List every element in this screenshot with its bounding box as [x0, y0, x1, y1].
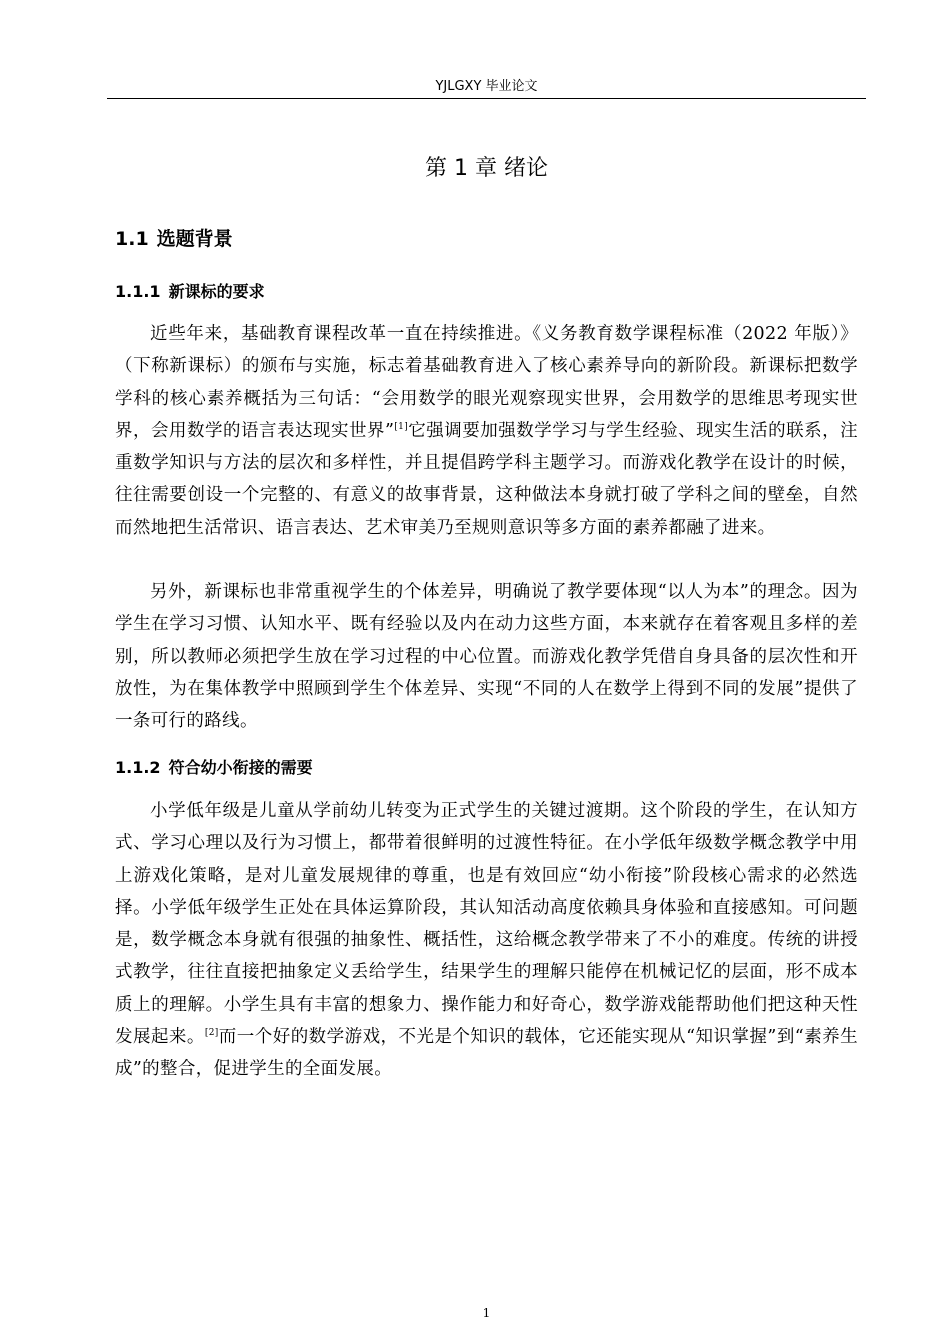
header-divider [107, 98, 866, 99]
section-number: 1.1 [115, 228, 149, 250]
paragraph-text: 近些年来，基础教育课程改革一直在持续推进。《义务教育数学课程标准（2022 年版）》（下称新课标）的颁布与实施，标志着基础教育进入了核心素养导向的新阶段。新课标把数学学科的核心素养概括为三句话：“会用数学的眼光观察现实世界，会用数学的思维思考现实世界，会用数学的语言表达现实世界” [115, 324, 858, 441]
subsection-title: 新课标的要求 [168, 282, 265, 301]
chapter-title: 第 1 章 绪论 [425, 156, 548, 181]
running-header: YJLGXY 毕业论文 [435, 79, 538, 94]
paragraph-text: 而一个好的数学游戏，不光是个知识的载体，它还能实现从“知识掌握”到“素养生成”的整合，促进学生的全面发展。 [115, 1027, 859, 1080]
subsection-number: 1.1.1 [115, 282, 161, 301]
section-heading [115, 225, 233, 253]
subsection-heading-1-1-2 [115, 756, 313, 780]
paragraph-text: 小学低年级是儿童从学前幼儿转变为正式学生的关键过渡期。这个阶段的学生，在认知方式、学习心理以及行为习惯上，都带着很鲜明的过渡性特征。在小学低年级数学概念教学中用上游戏化策略，是对儿童发展规律的尊重，也是有效回应“幼小衔接”阶段核心需求的必然选择。小学低年级学生正处在具体运算阶段，其认知活动高度依赖具身体验和直接感知。可问题是，数学概念本身就有很强的抽象性、概括性，这给概念教学带来了不小的难度。传统的讲授式教学，往往直接把抽象定义丢给学生，结果学生的理解只能停在机械记忆的层面，形不成本质上的理解。小学生具有丰富的想象力、操作能力和好奇心，数学游戏能帮助他们把这种天性发展起来。 [115, 801, 858, 1048]
page-number: 1 [482, 1306, 491, 1320]
subsection-title: 符合幼小衔接的需要 [168, 758, 313, 777]
paragraph-text: 它强调要加强数学学习与学生经验、现实生活的联系，注重数学知识与方法的层次和多样性，并且提倡跨学科主题学习。而游戏化教学在设计的时候，往往需要创设一个完整的、有意义的故事背景，这种做法本身就打破了学科之间的壁垒，自然而然地把生活常识、语言表达、艺术审美乃至规则意识等多方面的素养都融了进来。 [115, 420, 859, 538]
subsection-number: 1.1.2 [115, 758, 161, 777]
paragraph-1 [115, 318, 858, 544]
paragraph-text: 另外，新课标也非常重视学生的个体差异，明确说了教学要体现“以人为本”的理念。因为学生在学习习惯、认知水平、既有经验以及内在动力这些方面，本来就存在着客观且多样的差别，所以教师必须把学生放在学习过程的中心位置。而游戏化教学凭借自身具备的层次性和开放性，为在集体教学中照顾到学生个体差异、实现“不同的人在数学上得到不同的发展”提供了一条可行的路线。 [115, 582, 858, 732]
citation-marker: [1] [394, 422, 409, 433]
paragraph-2 [115, 576, 858, 737]
section-title: 选题背景 [156, 228, 233, 250]
subsection-heading-1-1-1 [115, 280, 265, 304]
citation-marker: [2] [204, 1028, 219, 1039]
paragraph-3 [115, 795, 858, 1086]
